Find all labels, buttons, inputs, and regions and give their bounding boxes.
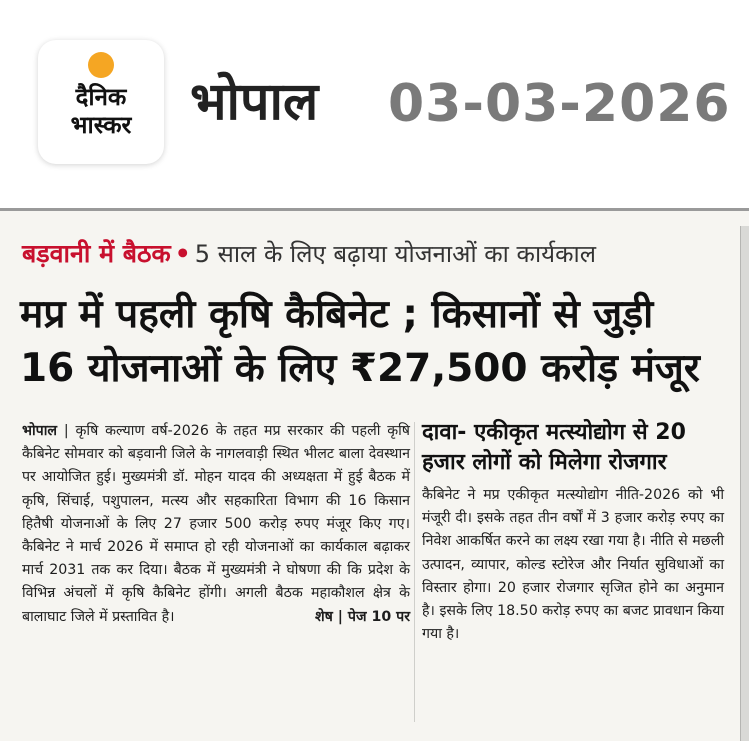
article-body: कृषि कल्याण वर्ष-2026 के तहत मप्र सरकार की पहली कृषि कैबिनेट सोमवार को बड़वानी जिले के नागलवाड़ी स्थित भीलट बाला देवस्थान पर आयोजित हुई। मुख्यमंत्री डॉ. मोहन यादव की अध्यक्षता में हुई बैठक में कृषि, सिंचाई, पशुपालन, मत्स्य और सहकारिता विभाग की 16 किसान हितैषी योजनाओं के लिए 27 हजार 500 करोड़ रुपए मंजूर किए गए। कैबिनेट ने मार्च 2026 में समाप्त हो रही योजनाओं का कार्यकाल बढ़ाकर मार्च 2031 तक कर दिया। बैठक में मुख्यमंत्री ने घोषणा की कि प्रदेश के विभिन्न अंचलों में कृषि कैबिनेट होंगी। अगली बैठक महाकौशल क्षेत्र के बालाघाट जिले में प्रस्तावित है। (22, 423, 410, 625)
kicker-place: बड़वानी में बैठक (22, 239, 171, 268)
article-kicker (22, 238, 596, 270)
logo-line-2: भास्कर (70, 111, 132, 139)
dainik-bhaskar-logo[interactable] (38, 40, 164, 164)
column-divider (414, 422, 415, 722)
article-body-column (22, 420, 410, 629)
continued-on-page: शेष | पेज 10 पर (315, 608, 410, 625)
sidebar-heading: दावा- एकीकृत मत्स्योद्योग से 20 हजार लोगों को मिलेगा रोजगार (422, 420, 686, 475)
article-paragraph: भोपाल | कृषि कल्याण वर्ष-2026 के तहत मप्र सरकार की पहली कृषि कैबिनेट सोमवार को बड़वानी जिले के नागलवाड़ी स्थित भीलट बाला देवस्थान पर आयोजित हुई। मुख्यमंत्री डॉ. मोहन यादव की अध्यक्षता में हुई बैठक में कृषि, सिंचाई, पशुपालन, मत्स्य और सहकारिता विभाग की 16 किसान हितैषी योजनाओं के लिए 27 हजार 500 करोड़ रुपए मंजूर किए गए। कैबिनेट ने मार्च 2026 में समाप्त हो रही योजनाओं का कार्यकाल बढ़ाकर मार्च 2031 तक कर दिया। बैठक में मुख्यमंत्री ने घोषणा की कि प्रदेश के विभिन्न अंचलों में कृषि कैबिनेट होंगी। अगली बैठक महाकौशल क्षेत्र के बालाघाट जिले में प्रस्तावित है। (22, 423, 410, 625)
clipping-edge (740, 226, 749, 741)
headline-line-2: 16 योजनाओं के लिए ₹27,500 करोड़ मंजूर (20, 346, 700, 391)
sidebar-body: कैबिनेट ने मप्र एकीकृत मत्स्योद्योग नीति-2026 को भी मंजूरी दी। इसके तहत तीन वर्षों में 3 हजार करोड़ रुपए का निवेश आकर्षित करने का लक्ष्य रखा गया है। नीति से मछली उत्पादन, व्यापार, कोल्ड स्टोरेज और निर्यात सुविधाओं का विस्तार होगा। 20 हजार रोजगार सृजित होने का अनुमान है। इसके लिए 18.50 करोड़ रुपए का बजट प्रावधान किया गया है। (422, 487, 724, 643)
kicker-text: 5 साल के लिए बढ़ाया योजनाओं का कार्यकाल (194, 240, 597, 268)
dateline: भोपाल (22, 423, 58, 439)
article-headline (20, 288, 740, 396)
edition-city: भोपाल (190, 72, 319, 132)
sidebar-column (422, 418, 724, 646)
app-header (0, 0, 749, 205)
headline-line-1: मप्र में पहली कृषि कैबिनेट ; किसानों से जुड़ी (20, 292, 654, 337)
kicker-bullet: • (174, 239, 191, 268)
logo-line-1: दैनिक (75, 83, 127, 111)
edition-date: 03-03-2026 (388, 74, 731, 134)
sun-icon (86, 50, 116, 80)
